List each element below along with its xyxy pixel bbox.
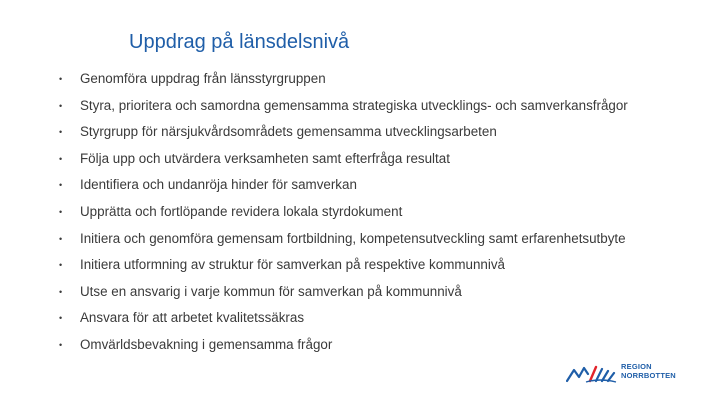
- bullet-text: Följa upp och utvärdera verksamheten samt efterfråga resultat: [80, 150, 450, 166]
- bullet-marker: •: [59, 260, 63, 271]
- bullet-text: Styrgrupp för närsjukvårdsområdets gemensamma utvecklingsarbeten: [80, 124, 497, 140]
- bullet-marker: •: [59, 153, 63, 164]
- slide-title: Uppdrag på länsdelsnivå: [129, 31, 350, 53]
- bullet-text: Styra, prioritera och samordna gemensamma strategiska utvecklings- och samverkansfrågor: [80, 97, 628, 113]
- list-item: [0, 66, 720, 93]
- bullet-text: Initiera och genomföra gemensam fortbildning, kompetensutveckling samt erfarenhetsutbyte: [80, 230, 626, 246]
- bullet-text: Upprätta och fortlöpande revidera lokala styrdokument: [80, 203, 403, 219]
- list-item: [0, 199, 720, 226]
- bullet-text: Omvärldsbevakning i gemensamma frågor: [80, 336, 333, 352]
- list-item: [0, 172, 720, 199]
- bullet-text: Ansvara för att arbetet kvalitetssäkras: [80, 310, 305, 326]
- bullet-marker: •: [59, 313, 63, 324]
- bullet-text: Identifiera och undanröja hinder för samverkan: [80, 177, 357, 193]
- list-item: [0, 93, 720, 120]
- list-item: [0, 226, 720, 253]
- bullet-text: Initiera utformning av struktur för samverkan på respektive kommunnivå: [80, 257, 505, 273]
- bullet-marker: •: [59, 127, 63, 138]
- list-item: [0, 305, 720, 332]
- list-item: [0, 146, 720, 173]
- bullet-marker: •: [59, 74, 63, 84]
- logo-line-region: REGION: [621, 362, 652, 371]
- list-item: [0, 279, 720, 306]
- region-norrbotten-logo-icon: [566, 362, 618, 384]
- bullet-list: [0, 66, 720, 359]
- bullet-marker: •: [59, 286, 63, 297]
- region-norrbotten-logo: [566, 360, 686, 386]
- bullet-marker: •: [59, 180, 63, 191]
- logo-text: [621, 362, 676, 380]
- bullet-text: Genomföra uppdrag från länsstyrgruppen: [80, 71, 326, 86]
- bullet-marker: •: [59, 100, 63, 111]
- list-item: [0, 252, 720, 279]
- bullet-marker: •: [59, 233, 63, 244]
- list-item: [0, 332, 720, 359]
- bullet-text: Utse en ansvarig i varje kommun för samverkan på kommunnivå: [80, 283, 462, 299]
- bullet-marker: •: [59, 339, 63, 350]
- bullet-marker: •: [59, 206, 63, 217]
- list-item: [0, 119, 720, 146]
- logo-line-norrbotten: NORRBOTTEN: [621, 371, 676, 380]
